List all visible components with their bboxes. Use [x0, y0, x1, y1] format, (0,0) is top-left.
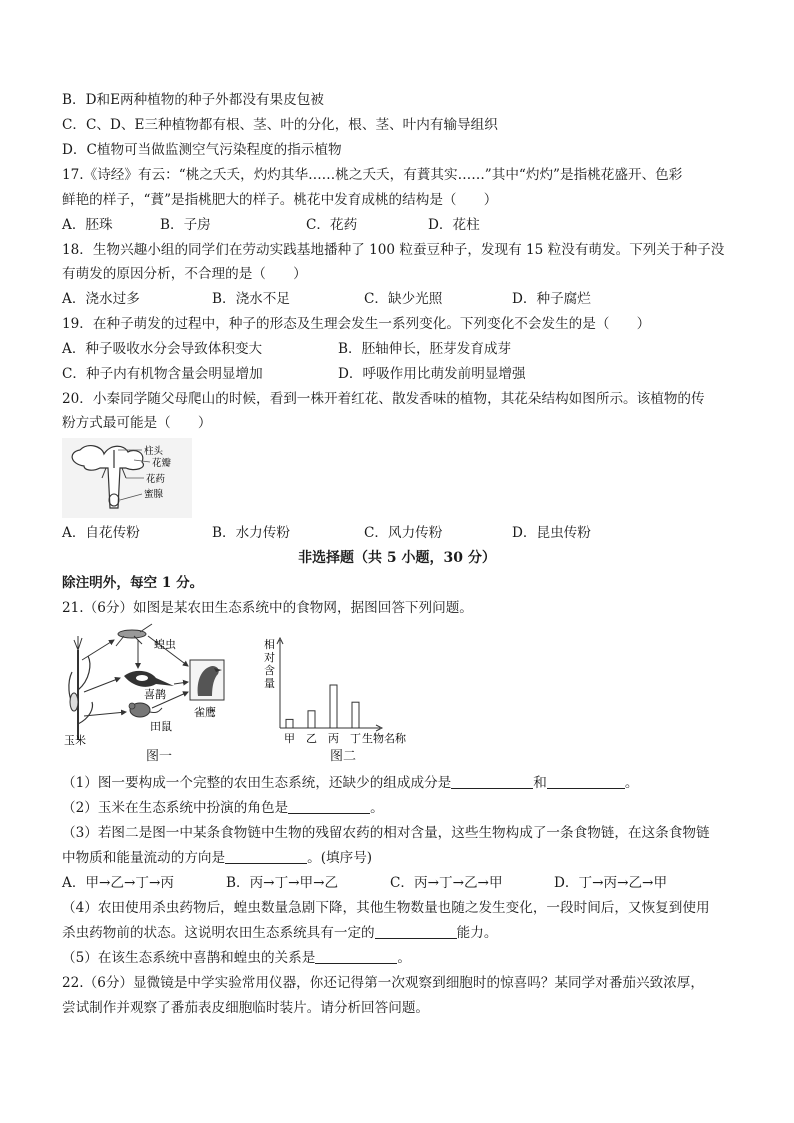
q20-option-c: C．风力传粉: [364, 525, 443, 541]
q19-option-d: D．呼吸作用比萌发前明显增强: [338, 366, 526, 382]
label-stigma: 柱头: [144, 446, 164, 457]
chart-y-label-char: 对: [264, 651, 275, 664]
q17-option-a: A．胚珠: [62, 217, 113, 233]
answer-blank-4[interactable]: [375, 924, 457, 939]
q20-option-d: D．昆虫传粉: [512, 525, 591, 541]
q17-stem-line1: 17.《诗经》有云：“桃之夭夭，灼灼其华……桃之夭夭，有蕡其实……”其中“灼灼”是指桃花盛开、色彩: [62, 167, 683, 183]
answer-blank-1a[interactable]: [451, 774, 533, 789]
sparrow-hawk-icon: [190, 660, 224, 700]
chart-bar-丁: [352, 702, 359, 728]
label-magpie: 喜鹊: [144, 688, 166, 701]
q16-option-b: B．D和E两种植物的种子外都没有果皮包被: [62, 92, 324, 108]
q18-option-b: B．浇水不足: [212, 291, 290, 307]
q21-sub1: （1）图一要构成一个完整的农田生态系统，还缺少的组成成分是 和 。: [62, 775, 639, 791]
q19-stem: 19．在种子萌发的过程中，种子的形态及生理会发生一系列变化。下列变化不会发生的是（ ）: [62, 316, 651, 332]
q18-stem-line2: 有萌发的原因分析，不合理的是（ ）: [62, 266, 307, 282]
answer-blank-5[interactable]: [315, 949, 397, 964]
q21-sub3-option-c: C．丙→丁→乙→甲: [390, 875, 503, 891]
chart-y-label-char: 量: [264, 677, 275, 690]
figure1-caption: 图一: [146, 749, 173, 764]
food-web-figure: [62, 620, 242, 748]
chart-tick-label: 乙: [306, 732, 317, 745]
chart-tick-label: 丁: [350, 732, 361, 745]
q18-stem-line1: 18．生物兴趣小组的同学们在劳动实践基地播种了 100 粒蚕豆种子，发现有 15 粒没有萌发。下列关于种子没: [62, 242, 725, 258]
q21-sub3-option-a: A．甲→乙→丁→丙: [62, 875, 174, 891]
figure2-caption: 图二: [330, 749, 357, 764]
q21-sub4-line2: 杀虫药物前的状态。这说明农田生态系统具有一定的 能力。: [62, 925, 498, 941]
chart-y-label: [264, 637, 275, 690]
label-anther: 花药: [146, 474, 166, 485]
q21-sub3-option-d: D．丁→丙→乙→甲: [554, 875, 668, 891]
chart-y-label-char: 含: [264, 664, 275, 677]
q17-option-d: D．花柱: [428, 217, 480, 233]
q18-option-a: A．浇水过多: [62, 291, 140, 307]
q19-option-b: B．胚轴伸长，胚芽发育成芽: [338, 341, 512, 357]
answer-blank-3[interactable]: [225, 849, 307, 864]
chart-bar-乙: [308, 711, 315, 728]
residue-bar-chart: [262, 636, 432, 748]
flower-structure-figure: [62, 438, 192, 518]
q21-sub3-option-b: B．丙→丁→甲→乙: [226, 875, 339, 891]
q17-option-b: B．子房: [160, 217, 211, 233]
q18-option-c: C．缺少光照: [364, 291, 443, 307]
q16-option-d: D．C植物可当做监测空气污染程度的指示植物: [62, 142, 342, 158]
label-corn: 玉米: [64, 734, 86, 747]
label-grasshopper: 蝗虫: [154, 638, 176, 651]
field-mouse-icon: [129, 703, 162, 717]
q20-stem-line1: 20．小秦同学随父母爬山的时候，看到一株开着红花、散发香味的植物，其花朵结构如图所示。该植物的传: [62, 391, 705, 407]
q21-sub2: （2）玉米在生态系统中扮演的角色是 。: [62, 800, 384, 816]
q18-option-d: D．种子腐烂: [512, 291, 591, 307]
q19-option-a: A．种子吸收水分会导致体积变大: [62, 341, 263, 357]
chart-bar-丙: [330, 685, 337, 728]
label-sparrow-hawk: 雀鹰: [194, 706, 216, 719]
chart-tick-label: 丙: [328, 732, 339, 745]
q17-stem-line2: 鲜艳的样子，“蕡”是指桃肥大的样子。桃花中发育成桃的结构是（ ）: [62, 192, 498, 208]
label-field-mouse: 田鼠: [150, 720, 172, 733]
q21-stem: 21.（6分）如图是某农田生态系统中的食物网，据图回答下列问题。: [62, 600, 473, 616]
label-nectary: 蜜腺: [144, 489, 164, 500]
section-note: 除注明外，每空 1 分。: [62, 575, 204, 591]
grasshopper-icon: [116, 624, 152, 646]
corn-icon: [69, 636, 93, 740]
q20-option-a: A．自花传粉: [62, 525, 140, 541]
chart-x-label: 生物名称: [362, 732, 406, 745]
answer-blank-2[interactable]: [288, 799, 370, 814]
magpie-icon: [124, 671, 174, 687]
q22-stem-line2: 尝试制作并观察了番茄表皮细胞临时装片。请分析回答问题。: [62, 1000, 430, 1016]
chart-tick-label: 甲: [284, 732, 295, 745]
chart-bar-甲: [286, 719, 293, 728]
section-title: 非选择题（共 5 小题，30 分）: [298, 550, 496, 566]
q16-option-c: C．C、D、E三种植物都有根、茎、叶的分化，根、茎、叶内有输导组织: [62, 117, 498, 133]
q19-option-c: C．种子内有机物含量会明显增加: [62, 366, 263, 382]
q21-sub3-line2: 中物质和能量流动的方向是 。(填序号): [62, 850, 373, 866]
q21-sub4-line1: （4）农田使用杀虫药物后，蝗虫数量急剧下降，其他生物数量也随之发生变化，一段时间后，又恢复到使用: [62, 900, 710, 916]
q17-option-c: C．花药: [306, 217, 358, 233]
answer-blank-1b[interactable]: [547, 774, 625, 789]
q22-stem-line1: 22.（6分）显微镜是中学实验常用仪器，你还记得第一次观察到细胞时的惊喜吗？某同学对番茄兴致浓厚，: [62, 975, 704, 991]
label-petal: 花瓣: [152, 458, 172, 469]
q20-option-b: B．水力传粉: [212, 525, 290, 541]
q20-stem-line2: 粉方式最可能是（ ）: [62, 415, 212, 431]
q21-sub3-line1: （3）若图二是图一中某条食物链中生物的残留农药的相对含量，这些生物构成了一条食物链，在这条食物链: [62, 825, 710, 841]
q21-sub5: （5）在该生态系统中喜鹊和蝗虫的关系是 。: [62, 950, 411, 966]
chart-y-label-char: 相: [264, 638, 275, 651]
